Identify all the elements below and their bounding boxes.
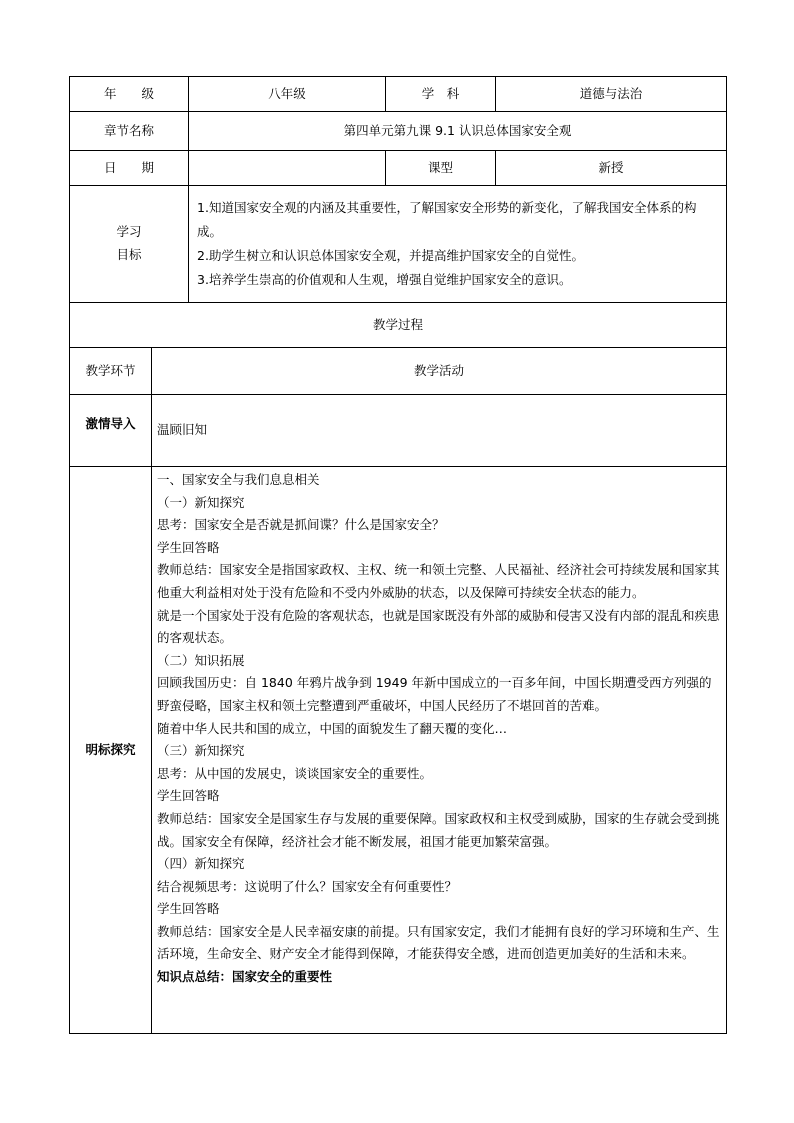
explore-line: 教师总结：国家安全是国家生存与发展的重要保障。国家政权和主权受到威胁，国家的生存就会受到挑战。国家安全有保障，经济社会才能不断发展，祖国才能更加繁荣富强。 (157, 810, 720, 849)
chapter-label: 章节名称 (70, 112, 189, 151)
explore-line: 思考：从中国的发展史，谈谈国家安全的重要性。 (157, 765, 433, 781)
explore-line: （四）新知探究 (157, 856, 245, 872)
col-header-activity: 教学活动 (152, 348, 727, 395)
row-explore (70, 467, 727, 1034)
row-date-type (70, 151, 727, 186)
col-header-stage: 教学环节 (70, 348, 152, 395)
explore-line: 就是一个国家处于没有危险的客观状态，也就是国家既没有外部的威胁和侵害又没有内部的混乱和疾患的客观状态。 (157, 607, 720, 646)
goals-label (70, 186, 189, 303)
explore-line: 学生回答略 (157, 788, 220, 804)
knowledge-summary: 知识点总结：国家安全的重要性 (157, 969, 333, 985)
explore-line: （二）知识拓展 (157, 652, 245, 668)
row-goals (70, 186, 727, 303)
date-label: 日 期 (70, 151, 189, 186)
row-intro (70, 395, 727, 467)
explore-line: （一）新知探究 (157, 494, 245, 510)
explore-line: 思考：国家安全是否就是抓间谍？什么是国家安全？ (157, 517, 445, 533)
subject-label: 学 科 (386, 77, 496, 112)
explore-line: 学生回答略 (157, 901, 220, 917)
explore-content (152, 467, 727, 1034)
chapter-value: 第四单元第九课 9.1 认识总体国家安全观 (189, 112, 727, 151)
explore-line: 一、国家安全与我们息息相关 (157, 472, 320, 487)
lesson-plan-table (69, 76, 727, 1034)
explore-line: 教师总结：国家安全是指国家政权、主权、统一和领土完整、人民福祉、经济社会可持续发展和国家其他重大利益相对处于没有危险和不受内外威胁的状态，以及保障可持续安全状态的能力。 (157, 562, 720, 600)
row-process-title (70, 303, 727, 348)
type-label: 课型 (386, 151, 496, 186)
date-value (189, 151, 386, 186)
type-value: 新授 (496, 151, 727, 186)
grade-value: 八年级 (189, 77, 386, 112)
goals-label-line1: 学习 (116, 224, 142, 240)
explore-line: （三）新知探究 (157, 743, 245, 759)
explore-line: 回顾我国历史：自 1840 年鸦片战争到 1949 年新中国成立的一百多年间，中国长期遭受西方列强的野蛮侵略，国家主权和领土完整遭到严重破坏，中国人民经历了不堪回首的苦难。 (157, 675, 712, 713)
row-process-headers (70, 348, 727, 395)
goal-item: 1.知道国家安全观的内涵及其重要性，了解国家安全形势的新变化，了解我国安全体系的构成。 (197, 200, 697, 239)
goal-item: 3.培养学生崇高的价值观和人生观，增强自觉维护国家安全的意识。 (197, 272, 572, 287)
explore-label: 明标探究 (70, 467, 152, 1034)
goals-label-line2: 目标 (116, 247, 142, 262)
explore-line: 随着中华人民共和国的成立，中国的面貌发生了翻天覆的变化… (157, 720, 508, 736)
goal-item: 2.助学生树立和认识总体国家安全观，并提高维护国家安全的自觉性。 (197, 248, 584, 263)
grade-label: 年 级 (70, 77, 189, 112)
row-chapter (70, 112, 727, 151)
explore-line: 学生回答略 (157, 539, 220, 555)
explore-line: 教师总结：国家安全是人民幸福安康的前提。只有国家安定，我们才能拥有良好的学习环境和生产、生活环境，生命安全、财产安全才能得到保障，才能获得安全感，进而创造更加美好的生活和未来。 (157, 923, 720, 962)
process-title: 教学过程 (70, 303, 727, 348)
intro-label: 激情导入 (70, 395, 152, 467)
row-grade-subject (70, 77, 727, 112)
explore-line: 结合视频思考：这说明了什么？国家安全有何重要性？ (157, 878, 458, 894)
goals-content (189, 186, 727, 303)
subject-value: 道德与法治 (496, 77, 727, 112)
intro-content: 温顾旧知 (152, 395, 727, 467)
